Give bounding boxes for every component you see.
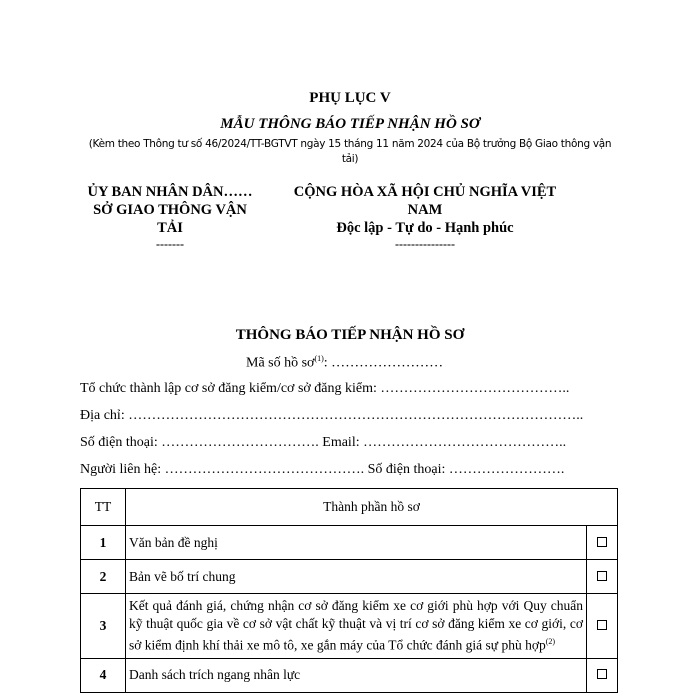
- table-row: [81, 594, 618, 659]
- header-tt: TT: [81, 489, 126, 526]
- dossier-components-table: [80, 488, 618, 693]
- address-line: Địa chỉ: ……………………………………………………………………………………..: [80, 408, 584, 423]
- header-components: Thành phần hồ sơ: [126, 489, 618, 526]
- file-code-line: [246, 354, 443, 372]
- footnote-1: (1): [314, 354, 324, 363]
- contact-line: Người liên hệ: ……………………………………. Số điện thoại: …………………….: [80, 462, 565, 477]
- row-text: Văn bản đề nghị: [126, 526, 587, 560]
- footnote-2: (2): [545, 637, 556, 646]
- checkbox-square-icon[interactable]: [597, 537, 607, 547]
- checkbox[interactable]: [587, 594, 618, 659]
- file-code-label: Mã số hồ sơ: [246, 355, 315, 371]
- row-number: 2: [81, 560, 126, 594]
- file-code-field: : ……………………: [323, 355, 444, 371]
- issuing-authority-block: [80, 183, 260, 251]
- left-divider: -------: [156, 237, 184, 251]
- row-text: Kết quả đánh giá, chứng nhận cơ sở đăng kiểm xe cơ giới phù hợp với Quy chuẩn kỹ thuật quốc gia về cơ sở vật chất kỹ thuật và vị trí cơ sở đăng kiểm xe cơ giới, cơ sở kiểm định khí thải xe mô tô, xe gắn máy của Tổ chức đánh giá sự phù hợp$^{(2)}$: [126, 594, 587, 659]
- notice-title: THÔNG BÁO TIẾP NHẬN HỒ SƠ: [235, 327, 465, 343]
- circular-reference-note: (Kèm theo Thông tư số 46/2024/TT-BGTVT ngày 15 tháng 11 năm 2024 của Bộ trưởng Bộ Giao thông vận tải): [88, 138, 612, 165]
- motto: Độc lập - Tự do - Hạnh phúc: [336, 220, 514, 236]
- row-number: 1: [81, 526, 126, 560]
- checkbox-square-icon[interactable]: [597, 669, 607, 679]
- checkbox-square-icon[interactable]: [597, 571, 607, 581]
- appendix-title: PHỤ LỤC V: [309, 90, 391, 106]
- row-text: Bản vẽ bố trí chung: [126, 560, 587, 594]
- table-row: [81, 560, 618, 594]
- table-header-row: [81, 489, 618, 526]
- form-template-subtitle: MẪU THÔNG BÁO TIẾP NHẬN HỒ SƠ: [220, 116, 480, 132]
- table-row: [81, 526, 618, 560]
- department-line: SỞ GIAO THÔNG VẬN TẢI: [93, 202, 247, 236]
- phone-email-line: Số điện thoại: ……………………………. Email: ……………………………………..: [80, 435, 567, 450]
- checkbox[interactable]: [587, 560, 618, 594]
- row-text: Danh sách trích ngang nhân lực: [126, 658, 587, 692]
- checkbox-square-icon[interactable]: [597, 620, 607, 630]
- row-number: 3: [81, 594, 126, 659]
- country-name: CỘNG HÒA XÃ HỘI CHỦ NGHĨA VIỆT NAM: [293, 184, 557, 218]
- checkbox[interactable]: [587, 526, 618, 560]
- people-committee-line: ỦY BAN NHÂN DÂN……: [87, 184, 253, 200]
- row-number: 4: [81, 658, 126, 692]
- national-motto-block: [280, 183, 570, 251]
- checkbox[interactable]: [587, 658, 618, 692]
- organization-line: Tổ chức thành lập cơ sở đăng kiểm/cơ sở đăng kiểm: …………………………………..: [80, 381, 570, 396]
- table-row: [81, 658, 618, 692]
- right-divider: ---------------: [395, 237, 455, 251]
